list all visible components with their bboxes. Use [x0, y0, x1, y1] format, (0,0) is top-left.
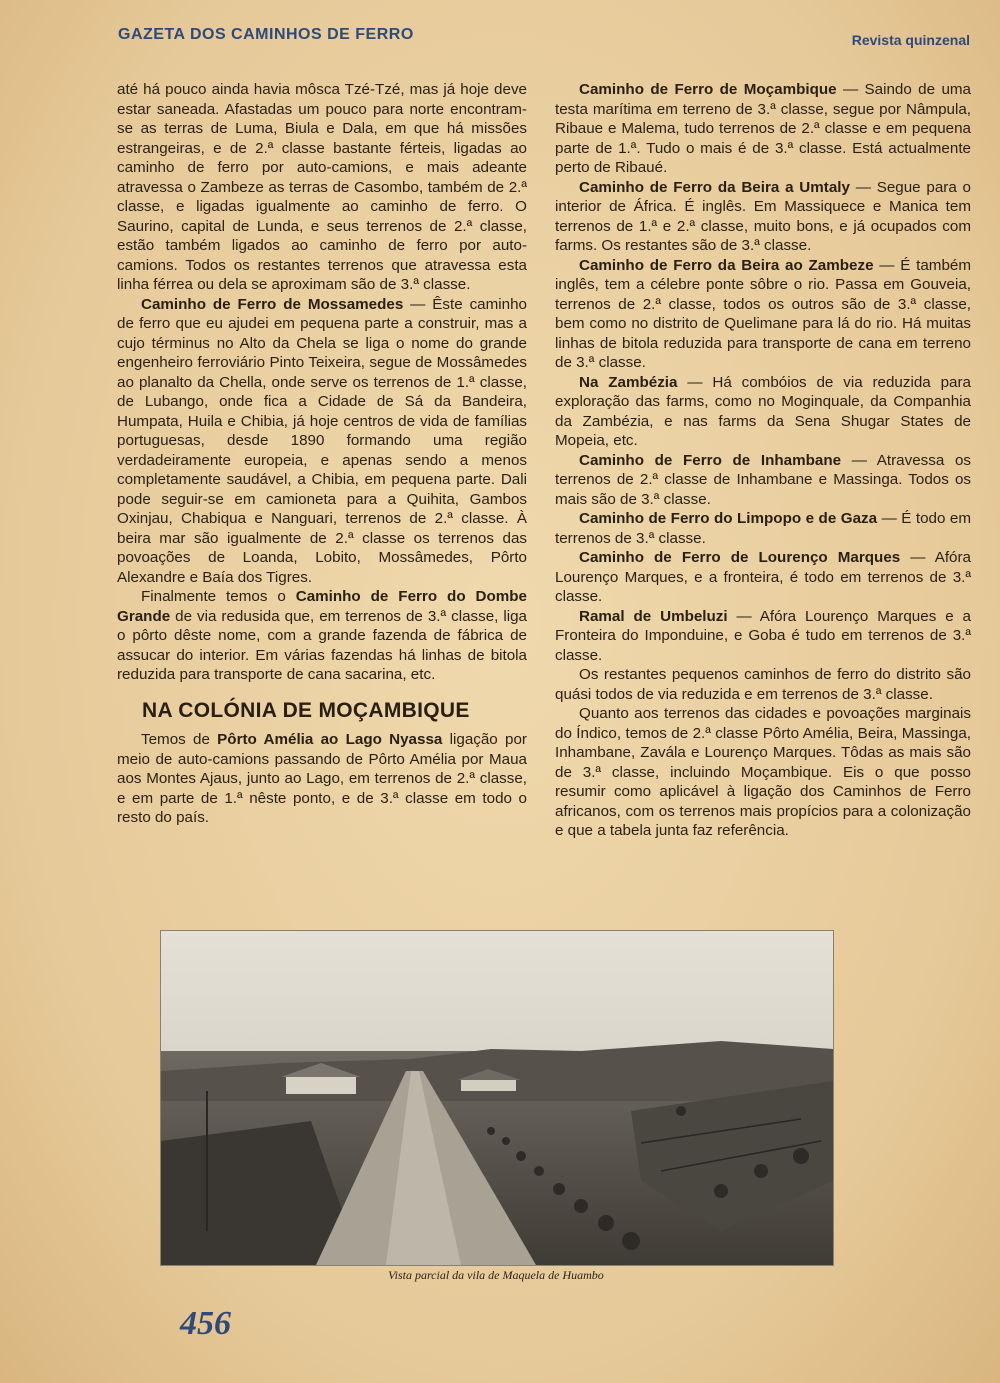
paragraph-text: de via redusida que, em terrenos de 3.ª classe, liga o pôrto dêste nome, com a grande fazenda de fábrica de assucar do interior. Em várias fazendas há linhas de bitola reduzida para transporte de cana sacarina, etc. — [117, 607, 527, 683]
railway-heading: Pôrto Amélia ao Lago Nyassa — [217, 731, 443, 748]
paragraph-text: ligação por meio de auto-camions passando de Pôrto Amélia por Maua aos Montes Ajaus, junto ao Lago, em terrenos de 2.ª classe, e em parte de 1.ª nêste ponto, e de 3.ª classe em todo o resto do país. — [117, 731, 527, 826]
town-photograph — [160, 930, 834, 1266]
right-column — [555, 80, 971, 841]
paragraph — [555, 178, 971, 256]
paragraph-text: — É todo em terrenos de 3.ª classe. — [555, 510, 972, 547]
magazine-title: GAZETA DOS CAMINHOS DE FERRO — [118, 26, 414, 43]
magazine-subtitle: Revista quinzenal — [851, 32, 970, 48]
paragraph — [117, 730, 527, 828]
paragraph — [555, 607, 971, 666]
railway-heading: Caminho de Ferro do Limpopo e de Gaza — [579, 510, 878, 527]
photo-caption: Vista parcial da vila de Maquela de Huambo — [388, 1268, 604, 1282]
railway-heading: Ramal de Umbeluzi — [579, 607, 728, 625]
paragraph-text: — Segue para o interior de África. É inglês. Em Massiquece e Manica tem terrenos de 1.ª e 2.ª classe, muito bons, e já ocupados com farms. Os restantes são de 3.ª classe. — [555, 178, 972, 254]
paragraph — [555, 509, 971, 548]
railway-heading: Caminho de Ferro do Dombe Grande — [117, 588, 528, 625]
photo-illustration — [161, 931, 833, 1265]
paragraph: Os restantes pequenos caminhos de ferro do distrito são quási todos de via reduzida e em terrenos de 3.ª classe. — [555, 666, 971, 703]
paragraph: Quanto aos terrenos das cidades e povoações marginais do Índico, temos de 2.ª classe Pôrto Amélia, Beira, Massinga, Inhambane, Zavála e Lourenço Marques. Tôdas as mais são de 3.ª classe, incluindo Moçambique. Eis o que posso resumir como aplicável à ligação dos Caminhos de Ferro africanos, com os terrenos mais propícios para a colonização e que a tabela junta faz referência. — [555, 705, 971, 839]
paragraph-text: — Atravessa os terrenos de 2.ª classe de Inhambane e Massinga. Todos os mais são de 3.ª classe. — [555, 451, 971, 508]
paragraph — [555, 548, 971, 607]
paragraph: até há pouco ainda havia môsca Tzé-Tzé, mas já hoje deve estar saneada. Afastadas um pouco para norte encontram-se as terras de Luma, Biula e Dala, em que há missões estrangeiras, e de 2.ª classe bastante férteis, ligadas ao caminho de ferro por auto-camions, e mais adeante atravessa o Zambeze as terras de Casombo, também de 2.ª classe, e ligadas igualmente ao caminho de ferro. O Saurino, capital de Lunda, e seus terrenos de 2.ª classe, estão também ligados ao caminho de ferro por auto-camions. Todos os restantes terrenos que atravessa esta linha férrea ou dela se aproximam são de 3.ª classe. — [117, 81, 527, 293]
paragraph — [555, 80, 971, 178]
paragraph-text: — É também inglês, tem a célebre ponte sôbre o rio. Passa em Gouveia, terrenos de 2.ª classe, todos os outros são de 3.ª classe, bem como no distrito de Quelimane para lá do rio. Há muitas linhas de bitola reduzida para transporte de cana em terreno de 3.ª classe. — [555, 256, 971, 371]
paragraph — [555, 256, 971, 373]
page-number: 456 — [180, 1305, 231, 1342]
section-title: NA COLÓNIA DE MOÇAMBIQUE — [142, 698, 470, 722]
paragraph-text: — Saindo de uma testa marítima em terreno de 3.ª classe, segue por Nâmpula, Ribaue e Malema, tudo terrenos de 2.ª classe e em pequena parte de 1.ª. Tudo o mais é de 3.ª classe. Está actualmente perto de Ribaué. — [555, 81, 971, 176]
left-column — [117, 80, 527, 828]
railway-heading: Na Zambézia — [579, 373, 678, 391]
paragraph-text: — Afóra Lourenço Marques, e a fronteira, é todo em terrenos de 3.ª classe. — [555, 549, 971, 605]
paragraph-text: — Há combóios de via reduzida para exploração das farms, como no Moginquale, da Companhia da Zambézia, e nas farms da Sena Shugar States de Mopeia, etc. — [555, 373, 971, 449]
railway-heading: Caminho de Ferro da Beira a Umtaly — [579, 178, 850, 196]
railway-heading: Caminho de Ferro de Moçambique — [579, 81, 837, 98]
paragraph — [117, 587, 527, 685]
paragraph — [117, 295, 527, 588]
railway-heading: Caminho de Ferro de Inhambane — [579, 451, 842, 469]
paragraph-text: — Afóra Lourenço Marques e a Fronteira do Imponduine, e Goba é tudo em terrenos de 3.ª classe. — [555, 607, 971, 664]
paragraph — [555, 373, 971, 451]
paragraph-text: — Êste caminho de ferro que eu ajudei em pequena parte a construir, mas a cujo términus no Alto da Chela se liga o nome do grande engenheiro ferroviário Pinto Teixeira, segue de Mossâmedes ao planalto da Chella, onde serve os terrenos de 1.ª classe, de Lubango, onde fica a Cidade de Sá da Bandeira, Humpata, Huila e Chibia, já hoje centros de vida de famílias portuguesas, desde 1890 formando uma região verdadeiramente europeia, e apenas sendo a menos completamente saudável, a Chibia, em pequena parte. Dali pode seguir-se em camioneta para a Quihita, Gambos Oxinjau, Chabiqua e Nanguari, terrenos de 2.ª classe. À beira mar são igualmente de 2.ª classe os terrenos das povoações de Loanda, Lobito, Mossâmedes, Pôrto Alexandre e Baía dos Tigres. — [117, 295, 527, 586]
paragraph — [555, 451, 971, 510]
paragraph-text: Temos de — [141, 731, 218, 748]
railway-heading: Caminho de Ferro de Mossamedes — [141, 295, 404, 313]
paragraph-text: Finalmente temos o — [141, 588, 296, 605]
railway-heading: Caminho de Ferro de Lourenço Marques — [579, 549, 901, 566]
railway-heading: Caminho de Ferro da Beira ao Zambeze — [579, 256, 874, 274]
